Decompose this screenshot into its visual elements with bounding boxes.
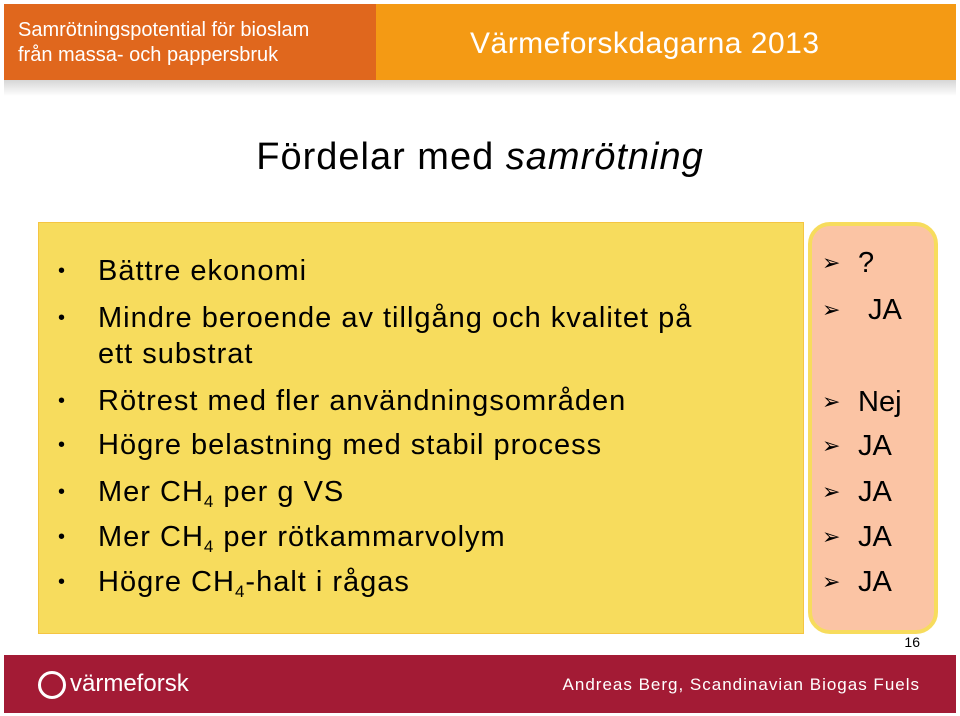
subscript: 4	[234, 582, 246, 601]
list-item-text: Rötrest med fler användningsområden	[98, 385, 627, 417]
answer-value: JA	[858, 430, 892, 462]
arrowhead-icon: ➢	[822, 433, 841, 458]
answer-value: Nej	[858, 386, 902, 418]
subtitle-line-2: från massa- och pappersbruk	[18, 44, 279, 66]
bullet-dot-icon: •	[58, 390, 67, 412]
text-pre: Mer CH	[98, 521, 204, 553]
answer-value: JA	[858, 476, 892, 508]
bullet-dot-icon: •	[58, 434, 67, 456]
answer-value: JA	[858, 566, 892, 598]
subtitle-line-1: Samrötningspotential för bioslam	[18, 19, 310, 41]
bullet-dot-icon: •	[58, 307, 67, 329]
presenter-credit: Andreas Berg, Scandinavian Biogas Fuels	[562, 675, 920, 694]
arrowhead-icon: ➢	[822, 297, 841, 322]
list-item-text: Högre belastning med stabil process	[98, 429, 603, 461]
list-item-text: Bättre ekonomi	[98, 255, 308, 287]
slide-title-plain: Fördelar med	[256, 136, 495, 178]
subscript: 4	[203, 492, 215, 511]
bullet-dot-icon: •	[58, 260, 67, 282]
arrowhead-icon: ➢	[822, 389, 841, 414]
list-item-text	[98, 472, 344, 522]
arrowhead-icon: ➢	[822, 524, 841, 549]
page-number: 16	[904, 634, 920, 650]
answer-value: JA	[868, 294, 902, 326]
list-item-text: ett substrat	[98, 338, 254, 370]
arrowhead-icon: ➢	[822, 250, 841, 275]
header-shadow	[4, 80, 956, 96]
subscript: 4	[203, 537, 215, 556]
text-post: per rötkammarvolym	[214, 521, 506, 553]
logo-text: värmeforsk	[70, 670, 189, 697]
bullet-dot-icon: •	[58, 526, 67, 548]
slide-title	[0, 136, 960, 179]
footer-bar	[4, 655, 956, 713]
varmeforsk-logo-icon	[38, 671, 66, 699]
list-item-text: Mindre beroende av tillgång och kvalitet på	[98, 302, 693, 334]
list-item-text	[98, 517, 506, 567]
presentation-subtitle	[18, 18, 374, 68]
header-subtitle-block	[4, 4, 376, 80]
bullet-dot-icon: •	[58, 481, 67, 503]
header-bar	[4, 4, 956, 80]
list-item-text	[98, 562, 410, 612]
answer-value: ?	[858, 247, 875, 279]
arrowhead-icon: ➢	[822, 479, 841, 504]
text-pre: Högre CH	[98, 566, 235, 598]
text-post: per g VS	[214, 476, 345, 508]
varmeforsk-logo	[38, 666, 189, 702]
answer-value: JA	[858, 521, 892, 553]
arrowhead-icon: ➢	[822, 569, 841, 594]
slide-title-italic: samrötning	[505, 136, 704, 178]
bullet-dot-icon: •	[58, 571, 67, 593]
conference-title: Värmeforskdagarna 2013	[470, 27, 820, 60]
text-post: -halt i rågas	[245, 566, 410, 598]
text-pre: Mer CH	[98, 476, 204, 508]
